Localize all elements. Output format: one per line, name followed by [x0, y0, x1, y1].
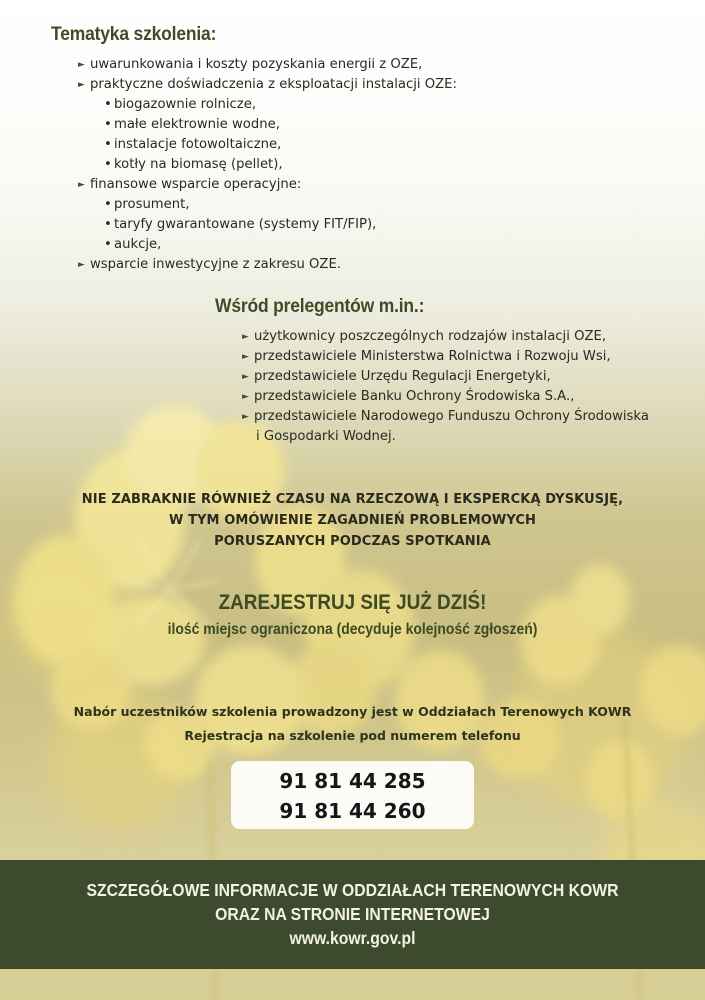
topics-heading: Tematyka szkolenia: — [51, 24, 217, 45]
dot-bullet-icon: • — [104, 117, 112, 132]
triangle-bullet-icon: ► — [78, 180, 85, 190]
triangle-bullet-icon: ► — [78, 260, 85, 270]
discussion-line-1: NIE ZABRAKNIE RÓWNIEŻ CZASU NA RZECZOWĄ I EKSPERCKĄ DYSKUSJĘ, — [81, 492, 624, 507]
list-item: ► przedstawiciele Narodowego Funduszu Ochrony Środowiska — [242, 407, 649, 427]
dot-bullet-icon: • — [104, 137, 112, 152]
registration-phone-label: Rejestracja na szkolenie pod numerem telefonu — [184, 728, 521, 743]
dot-bullet-icon: • — [104, 217, 112, 232]
triangle-bullet-icon: ► — [242, 392, 249, 402]
triangle-bullet-icon: ► — [78, 60, 85, 70]
sub-list-item: • małe elektrownie wodne, — [78, 115, 457, 135]
sub-list-item: • kotły na biomasę (pellet), — [78, 155, 457, 175]
list-item: ► uwarunkowania i koszty pozyskania energii z OZE, — [78, 55, 457, 75]
phone-numbers-box — [231, 761, 474, 829]
register-subtitle: ilość miejsc ograniczona (decyduje kolejność zgłoszeń) — [167, 621, 538, 638]
footer-line-2: ORAZ NA STRONIE INTERNETOWEJ — [215, 904, 490, 924]
list-item: ► przedstawiciele Urzędu Regulacji Energetyki, — [242, 367, 649, 387]
discussion-line-2: W TYM OMÓWIENIE ZAGADNIEŃ PROBLEMOWYCH — [169, 513, 536, 528]
list-item-continuation: i Gospodarki Wodnej. — [256, 429, 396, 444]
list-item: ► przedstawiciele Ministerstwa Rolnictwa i Rozwoju Wsi, — [242, 347, 649, 367]
sub-list-item: • instalacje fotowoltaiczne, — [78, 135, 457, 155]
sub-list-item: • taryfy gwarantowane (systemy FIT/FIP), — [78, 215, 457, 235]
speakers-heading: Wśród prelegentów m.in.: — [215, 296, 425, 317]
footer-banner — [0, 860, 705, 969]
topics-list — [78, 55, 457, 275]
speakers-list — [242, 327, 649, 447]
list-item: ► praktyczne doświadczenia z eksploatacji instalacji OZE: — [78, 75, 457, 95]
footer-website-link[interactable]: www.kowr.gov.pl — [289, 928, 416, 948]
sub-list-item: • biogazownie rolnicze, — [78, 95, 457, 115]
triangle-bullet-icon: ► — [242, 372, 249, 382]
dot-bullet-icon: • — [104, 97, 112, 112]
dot-bullet-icon: • — [104, 237, 112, 252]
register-title: ZAREJESTRUJ SIĘ JUŻ DZIŚ! — [218, 591, 487, 614]
triangle-bullet-icon: ► — [242, 412, 249, 422]
dot-bullet-icon: • — [104, 157, 112, 172]
list-item: ► przedstawiciele Banku Ochrony Środowiska S.A., — [242, 387, 649, 407]
triangle-bullet-icon: ► — [242, 332, 249, 342]
list-item: ► finansowe wsparcie operacyjne: — [78, 175, 457, 195]
sub-list-item: • prosument, — [78, 195, 457, 215]
phone-number[interactable]: 91 81 44 260 — [279, 799, 426, 823]
footer-line-1: SZCZEGÓŁOWE INFORMACJE W ODDZIAŁACH TERENOWYCH KOWR — [86, 880, 619, 900]
phone-number[interactable]: 91 81 44 285 — [279, 769, 426, 793]
sub-list-item: • aukcje, — [78, 235, 457, 255]
dot-bullet-icon: • — [104, 197, 112, 212]
registration-info: Nabór uczestników szkolenia prowadzony jest w Oddziałach Terenowych KOWR — [73, 704, 632, 719]
list-item: ► wsparcie inwestycyjne z zakresu OZE. — [78, 255, 457, 275]
triangle-bullet-icon: ► — [78, 80, 85, 90]
triangle-bullet-icon: ► — [242, 352, 249, 362]
list-item: ► użytkownicy poszczególnych rodzajów instalacji OZE, — [242, 327, 649, 347]
discussion-line-3: PORUSZANYCH PODCZAS SPOTKANIA — [214, 534, 491, 549]
